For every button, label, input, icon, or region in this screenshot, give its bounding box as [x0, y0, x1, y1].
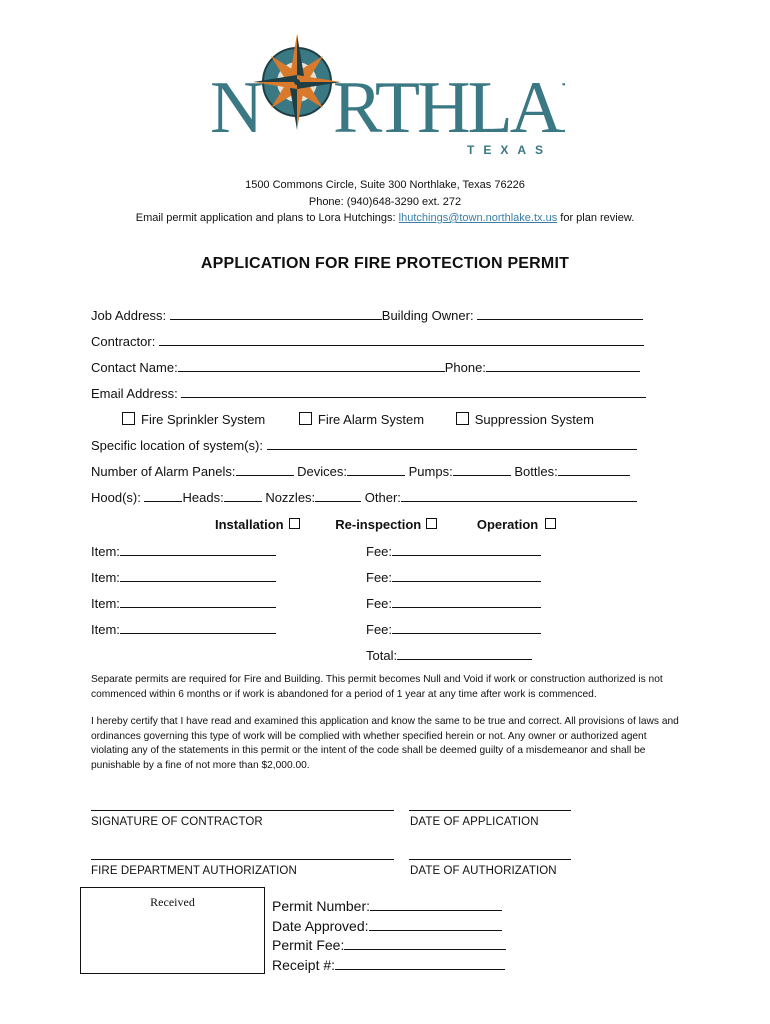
date-approved-field[interactable]: [369, 917, 502, 931]
permit-number-label: Permit Number:: [272, 898, 371, 914]
row-email: [91, 386, 646, 402]
row-job-address: [91, 308, 643, 324]
receipt-field[interactable]: [335, 956, 505, 970]
fire-dept-authorization-label: FIRE DEPARTMENT AUTHORIZATION: [91, 865, 297, 877]
logo-rthlake: RTHLA: [333, 67, 561, 149]
alarm-panels-field[interactable]: [236, 464, 294, 476]
authorization-date-label: DATE OF AUTHORIZATION: [410, 865, 557, 877]
pumps-label: Pumps:: [408, 464, 453, 479]
authorization-date-line[interactable]: [409, 859, 571, 860]
devices-label: Devices:: [297, 464, 347, 479]
date-approved-label: Date Approved:: [272, 917, 369, 934]
item-label: Item:: [91, 570, 120, 585]
fee-label: Fee:: [366, 570, 393, 585]
job-address-field[interactable]: [170, 308, 382, 320]
other-label: Other:: [364, 490, 401, 505]
permit-fee-row: [272, 936, 506, 956]
received-stamp-box: [80, 887, 265, 974]
phone-line: Phone: (940)648-3290 ext. 272: [308, 195, 462, 208]
row-contractor: [91, 334, 644, 350]
email-link[interactable]: lhutchings@town.northlake.tx.us: [398, 212, 558, 224]
item-row: [91, 622, 276, 638]
row-inspection-type: [215, 517, 556, 532]
fee-field[interactable]: [392, 570, 541, 582]
hoods-field[interactable]: [144, 490, 182, 502]
specific-location-field[interactable]: [267, 438, 637, 450]
devices-field[interactable]: [347, 464, 405, 476]
item-row: [91, 570, 276, 586]
bottles-label: Bottles:: [514, 464, 558, 479]
nozzles-field[interactable]: [315, 490, 361, 502]
compass-rose-logo: [205, 30, 565, 160]
received-label: Received: [150, 895, 195, 909]
email-line: [0, 210, 770, 227]
row-systems: [122, 412, 594, 428]
fire-alarm-checkbox[interactable]: [299, 412, 312, 425]
row-hoods: [91, 490, 637, 506]
heads-field[interactable]: [224, 490, 262, 502]
item-field[interactable]: [120, 596, 276, 608]
fire-sprinkler-label: Fire Sprinkler System: [141, 412, 266, 427]
installation-option[interactable]: [215, 517, 300, 532]
fire-sprinkler-checkbox[interactable]: [122, 412, 135, 425]
pumps-field[interactable]: [453, 464, 511, 476]
fee-field[interactable]: [392, 544, 541, 556]
email-suffix: for plan review.: [560, 212, 635, 224]
contact-name-label: Contact Name:: [91, 360, 178, 375]
item-field[interactable]: [120, 622, 276, 634]
contractor-signature-line[interactable]: [91, 810, 394, 811]
suppression-checkbox[interactable]: [456, 412, 469, 425]
email-address-field[interactable]: [181, 386, 646, 398]
alarm-panels-label: Number of Alarm Panels:: [91, 464, 236, 479]
permit-info: [272, 897, 506, 975]
application-date-line[interactable]: [409, 810, 571, 811]
fire-alarm-label: Fire Alarm System: [317, 412, 425, 427]
reinspection-option[interactable]: [335, 517, 437, 532]
receipt-label: Receipt #:: [272, 956, 336, 973]
job-address-label: Job Address:: [91, 308, 167, 323]
permit-number-field[interactable]: [370, 897, 502, 911]
fire-sprinkler-option[interactable]: [122, 412, 265, 427]
item-label: Item:: [91, 622, 120, 637]
hoods-label: Hood(s):: [91, 490, 141, 505]
phone-field[interactable]: [486, 360, 640, 372]
item-label: Item:: [91, 596, 120, 611]
fee-field[interactable]: [392, 622, 541, 634]
bottles-field[interactable]: [558, 464, 630, 476]
fee-label: Fee:: [366, 596, 393, 611]
specific-location-label: Specific location of system(s):: [91, 438, 263, 453]
other-field[interactable]: [401, 490, 637, 502]
operation-option[interactable]: [477, 517, 556, 532]
contact-name-field[interactable]: [178, 360, 445, 372]
suppression-option[interactable]: [456, 412, 594, 427]
logo-n: N: [210, 67, 262, 149]
installation-checkbox[interactable]: [289, 518, 300, 529]
row-alarm: [91, 464, 630, 480]
total-field[interactable]: [397, 648, 532, 660]
fee-field[interactable]: [392, 596, 541, 608]
operation-label: Operation: [476, 517, 539, 532]
fee-row: [366, 544, 541, 560]
suppression-label: Suppression System: [474, 412, 594, 427]
fee-row: [366, 622, 541, 638]
date-approved-row: [272, 917, 506, 937]
row-contact: [91, 360, 640, 376]
total-row: [366, 648, 532, 664]
address-block: [0, 177, 770, 227]
permit-number-row: [272, 897, 506, 917]
fee-row: [366, 596, 541, 612]
permit-fee-field[interactable]: [344, 936, 506, 950]
receipt-row: [272, 956, 506, 976]
operation-checkbox[interactable]: [545, 518, 556, 529]
contractor-field[interactable]: [159, 334, 644, 346]
building-owner-field[interactable]: [477, 308, 643, 320]
email-prefix: Email permit application and plans to Lora Hutchings:: [135, 212, 396, 224]
item-row: [91, 544, 276, 560]
item-field[interactable]: [120, 570, 276, 582]
phone-label: Phone:: [444, 360, 486, 375]
heads-label: Heads:: [182, 490, 224, 505]
page-title: APPLICATION FOR FIRE PROTECTION PERMIT: [200, 255, 570, 272]
building-owner-label: Building Owner:: [381, 308, 474, 323]
row-location: [91, 438, 637, 454]
fee-row: [366, 570, 541, 586]
logo-texas: TEXAS: [467, 143, 553, 157]
certification-text: I hereby certify that I have read and examined this application and know the same to be true and correct. All provisions of laws and ordinances governing this type of work will be complied with whether specified herein or not. Any owner or authorized agent violating any of the statements in this permit or the intent of the code shall be deemed guilty of a misdemeanor and shall be punishable by a fine of not more than $2,000.00.: [91, 716, 679, 771]
email-address-label: Email Address:: [91, 386, 178, 401]
permit-fee-label: Permit Fee:: [272, 937, 345, 953]
contractor-signature-label: SIGNATURE OF CONTRACTOR: [91, 816, 263, 828]
fee-label: Fee:: [366, 544, 393, 559]
fee-label: Fee:: [366, 622, 393, 637]
reinspection-checkbox[interactable]: [426, 518, 437, 529]
northlake-logo: [205, 30, 565, 160]
contractor-label: Contractor:: [91, 334, 156, 349]
reinspection-label: Re-inspection: [335, 517, 422, 532]
address-line: 1500 Commons Circle, Suite 300 Northlake, Texas 76226: [245, 179, 525, 191]
fire-dept-signature-line[interactable]: [91, 859, 394, 860]
item-field[interactable]: [120, 544, 276, 556]
fire-alarm-option[interactable]: [299, 412, 424, 427]
nozzles-label: Nozzles:: [265, 490, 316, 505]
item-row: [91, 596, 276, 612]
total-label: Total:: [366, 648, 398, 663]
permit-notice: Separate permits are required for Fire and Building. This permit becomes Null and Void if work or construction authorized is not commenced within 6 months or if work is abandoned for a period of 1 year at any time after work is commenced.: [91, 674, 663, 700]
application-date-label: DATE OF APPLICATION: [410, 816, 539, 828]
installation-label: Installation: [215, 517, 284, 532]
item-label: Item:: [91, 544, 120, 559]
